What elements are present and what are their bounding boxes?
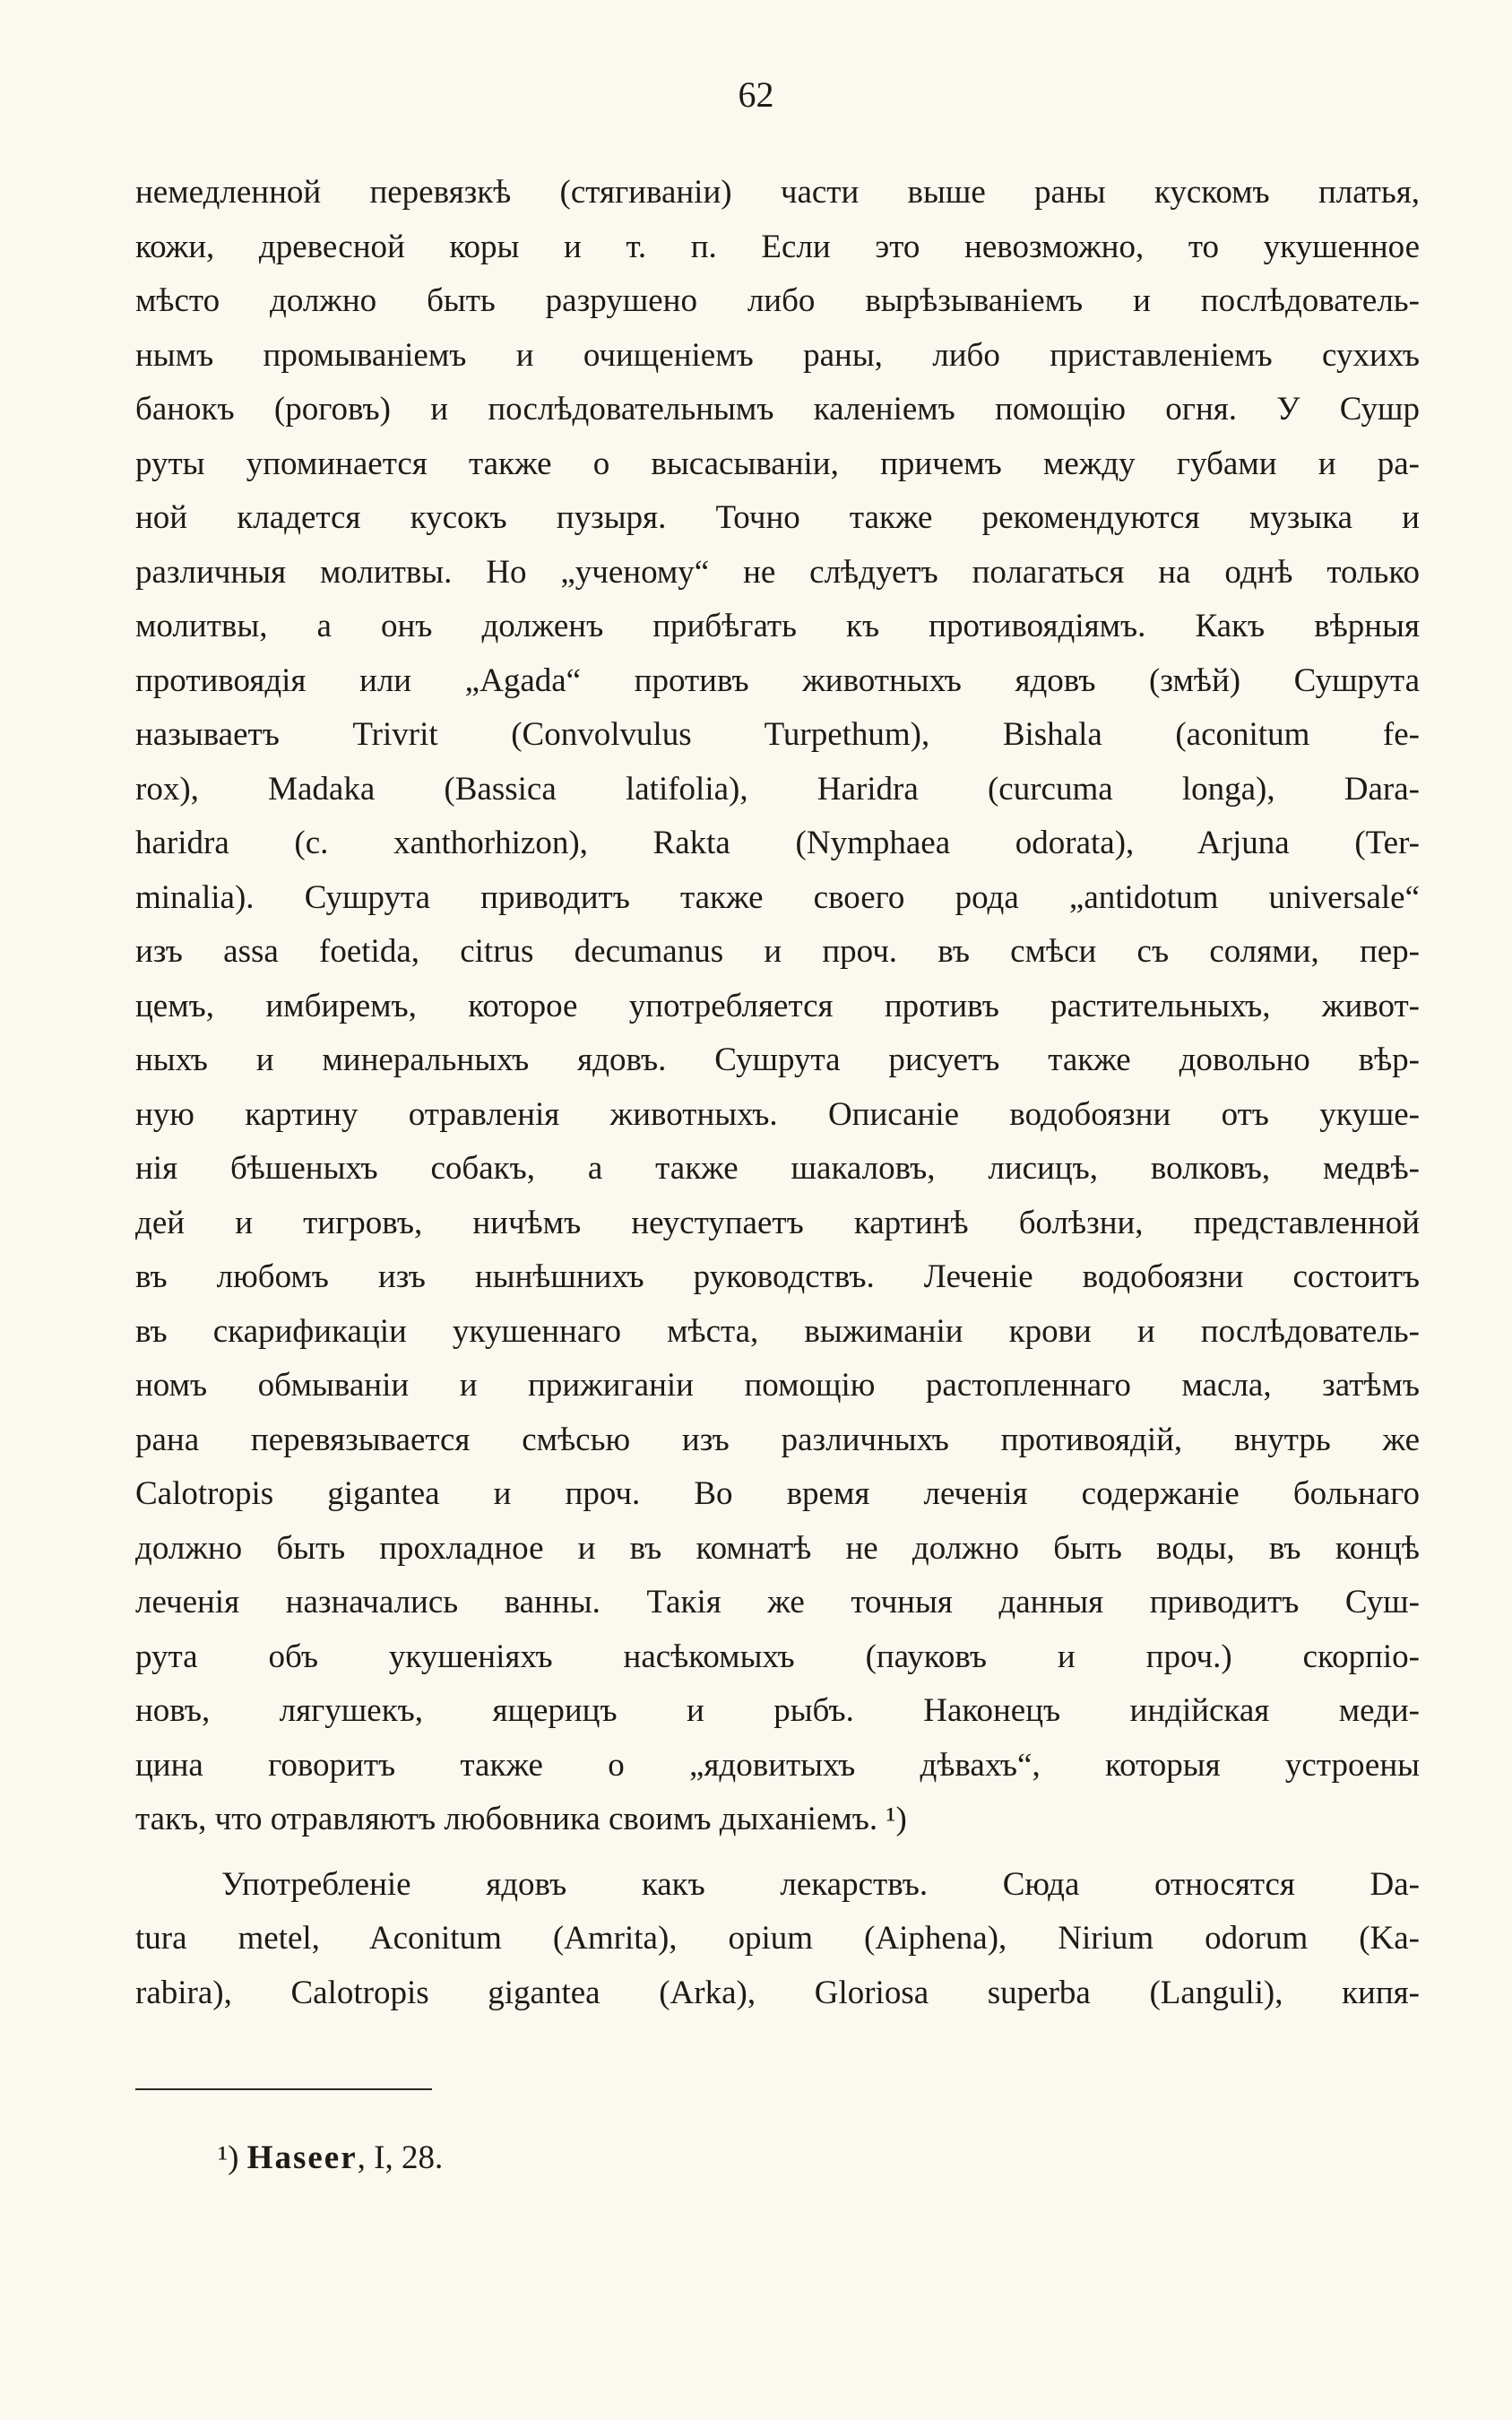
text-line: Употребленіе ядовъ какъ лекарствъ. Сюда относятся Da- [221,1865,1420,1903]
text-line: ныхъ и минеральныхъ ядовъ. Сушрута рисуетъ также довольно вѣр- [135,1041,1420,1078]
footnote-marker: ¹) [218,2139,239,2176]
text-line: minalia). Сушрута приводитъ также своего рода „antidotum universale“ [135,878,1420,916]
text-line: такъ, что отравляютъ любовника своимъ дыханіемъ. ¹) [135,1801,907,1837]
paragraph-gap [135,1847,1420,1858]
text-line: цина говоритъ также о „ядовитыхъ дѣвахъ“, которыя устроены [135,1746,1420,1784]
text-line: tura metel, Aconitum (Amrita), opium (Aiphena), Nirium odorum (Ka- [135,1920,1420,1957]
text-line: въ любомъ изъ нынѣшнихъ руководствъ. Леченіе водобоязни состоитъ [135,1258,1420,1295]
text-line: изъ assa foetida, citrus decumanus и проч. въ смѣси съ солями, пер- [135,933,1420,970]
text-line: ной кладется кусокъ пузыря. Точно также рекомендуются музыка и [135,499,1420,536]
text-line: нымъ промываніемъ и очищеніемъ раны, либо приставленіемъ сухихъ [135,336,1420,374]
text-line: цемъ, имбиремъ, которое употребляется противъ растительныхъ, живот- [135,987,1420,1024]
text-line: противоядія или „Agada“ противъ животныхъ ядовъ (змѣй) Сушрута [135,661,1420,699]
footnote [218,2139,443,2178]
text-line: различныя молитвы. Но „ученому“ не слѣдуетъ полагаться на однѣ только [135,553,1420,591]
footnote-reference: , I, 28. [357,2139,444,2176]
text-line: rox), Madaka (Bassica latifolia), Haridra (curcuma longa), Dara- [135,770,1420,808]
text-line: рута объ укушеніяхъ насѣкомыхъ (пауковъ и проч.) скорпіо- [135,1638,1420,1675]
body-text [135,166,1420,2020]
text-line: мѣсто должно быть разрушено либо вырѣзываніемъ и послѣдователь- [135,282,1420,319]
text-line: дей и тигровъ, ничѣмъ неуступаетъ картинѣ болѣзни, представленной [135,1204,1420,1241]
text-line: rabira), Calotropis gigantea (Arka), Gloriosa superba (Languli), кипя- [135,1974,1420,2011]
text-line: новъ, лягушекъ, ящерицъ и рыбъ. Наконецъ индійская меди- [135,1692,1420,1729]
text-line: руты упоминается также о высасываніи, причемъ между губами и ра- [135,445,1420,482]
text-line: кожи, древесной коры и т. п. Если это невозможно, то укушенное [135,228,1420,265]
text-line: въ скарификаціи укушеннаго мѣста, выжиманіи крови и послѣдователь- [135,1312,1420,1350]
text-line: haridra (c. xanthorhizon), Rakta (Nymphaea odorata), Arjuna (Ter- [135,825,1420,861]
text-line: немедленной перевязкѣ (стягиваніи) части выше раны кускомъ платья, [135,174,1420,211]
text-line: леченія назначались ванны. Такія же точныя данныя приводитъ Суш- [135,1584,1420,1621]
text-line: номъ обмываніи и прижиганіи помощію растопленнаго масла, затѣмъ [135,1367,1420,1404]
text-line: рана перевязывается смѣсью изъ различныхъ противоядій, внутрь же [135,1421,1420,1458]
text-line: Calotropis gigantea и проч. Во время леченія содержаніе больнаго [135,1475,1420,1512]
text-line: ную картину отравленія животныхъ. Описаніе водобоязни отъ укуше- [135,1095,1420,1133]
text-line: молитвы, а онъ долженъ прибѣгать къ противоядіямъ. Какъ вѣрныя [135,608,1420,644]
page-number: 62 [738,74,774,115]
paragraph [135,1858,1420,2021]
footnote-author: Haseer [246,2139,358,2176]
paragraph [135,166,1420,1847]
text-line: нія бѣшеныхъ собакъ, а также шакаловъ, лисицъ, волковъ, медвѣ- [135,1150,1420,1187]
footnote-divider [135,2088,432,2090]
text-line: должно быть прохладное и въ комнатѣ не должно быть воды, въ концѣ [135,1529,1420,1567]
text-line: банокъ (роговъ) и послѣдовательнымъ каленіемъ помощію огня. У Сушр [135,391,1420,428]
text-line: называетъ Trivrit (Convolvulus Turpethum), Bishala (aconitum fe- [135,716,1420,753]
